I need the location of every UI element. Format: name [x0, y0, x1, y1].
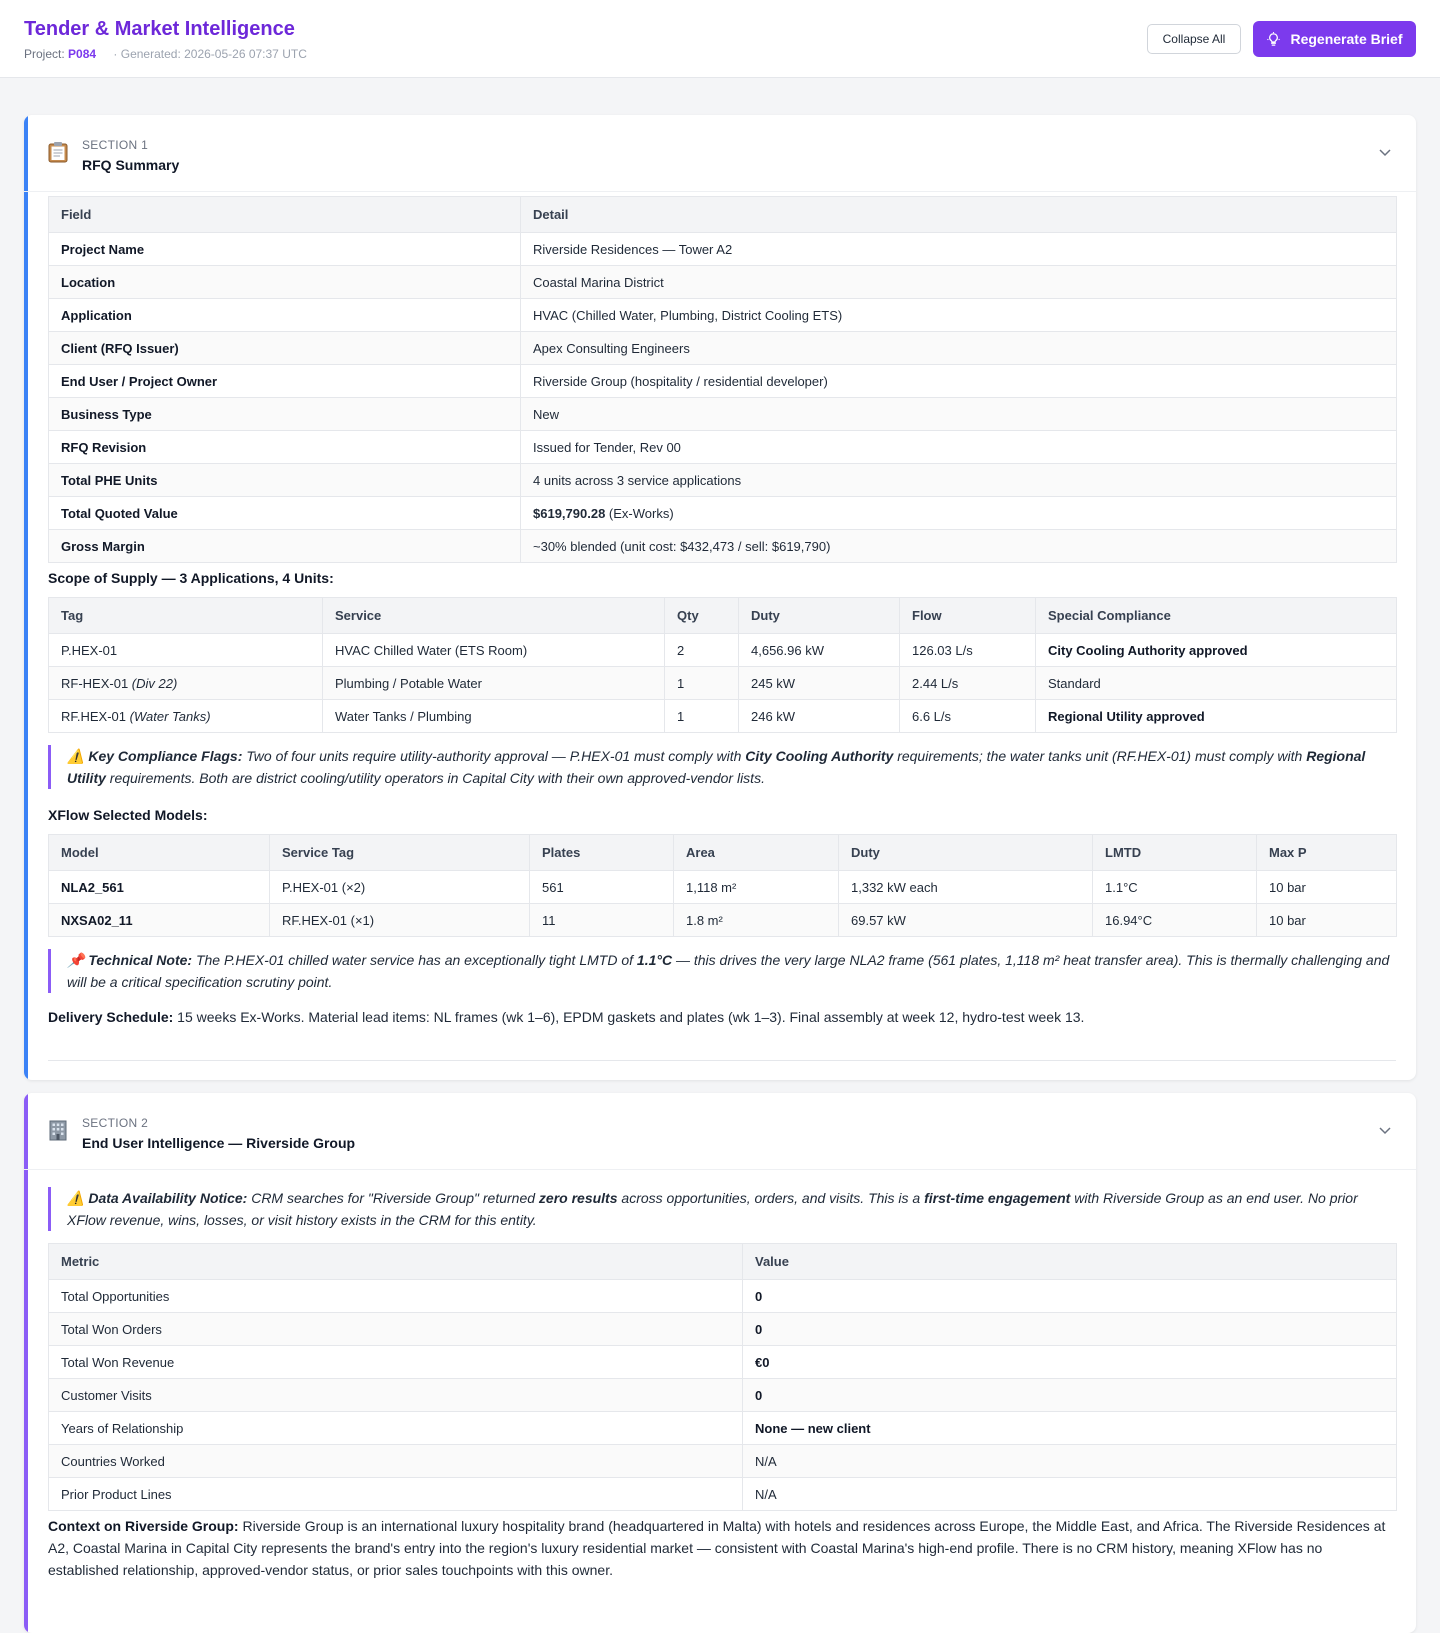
- column-header: Detail: [521, 197, 1397, 233]
- table-row: Total Won Orders 0: [49, 1313, 1397, 1346]
- warning-icon: ⚠️: [67, 748, 85, 764]
- section-title: End User Intelligence — Riverside Group: [82, 1135, 356, 1151]
- selected-models-table: [48, 834, 1397, 937]
- column-header: Max P: [1257, 835, 1397, 871]
- section-header[interactable]: [24, 1093, 1416, 1170]
- table-row: NXSA02_11 RF.HEX-01 (×1) 11 1.8 m² 69.57 kW 16.94°C 10 bar: [49, 904, 1397, 937]
- section-end-user-intelligence: [24, 1093, 1416, 1633]
- table-row: Location Coastal Marina District: [49, 266, 1397, 299]
- section-header[interactable]: [24, 115, 1416, 192]
- table-row: Years of Relationship None — new client: [49, 1412, 1397, 1445]
- table-row: Total Opportunities 0: [49, 1280, 1397, 1313]
- column-header: Qty: [665, 598, 739, 634]
- project-id-link[interactable]: P084: [68, 47, 97, 61]
- column-header: Service Tag: [270, 835, 530, 871]
- table-row: Total Won Revenue €0: [49, 1346, 1397, 1379]
- delivery-schedule: Delivery Schedule: 15 weeks Ex-Works. Material lead items: NL frames (wk 1–6), EPDM gaskets and plates (wk 1–3). Final assembly at week 12, hydro-test week 13.: [48, 1009, 1085, 1025]
- column-header: Service: [323, 598, 665, 634]
- scope-of-supply-table: [48, 597, 1397, 733]
- regenerate-brief-label: Regenerate Brief: [1290, 31, 1403, 47]
- column-header: LMTD: [1093, 835, 1257, 871]
- collapse-all-button[interactable]: Collapse All: [1147, 24, 1241, 54]
- column-header: Duty: [739, 598, 900, 634]
- column-header: Special Compliance: [1036, 598, 1397, 634]
- compliance-flags-note: ⚠️ Key Compliance Flags: Two of four units require utility-authority approval — P.HEX-01 must comply with City Cooling Authority requirements; the water tanks unit (RF.HEX-01) must comply with Regional Utility requirements. Both are district cooling/utility operators in Capital City with their own approved-vendor lists.: [48, 745, 1396, 789]
- project-label: Project:: [24, 47, 65, 61]
- models-heading: XFlow Selected Models:: [48, 807, 208, 823]
- column-header: Plates: [530, 835, 674, 871]
- page-title: Tender & Market Intelligence: [24, 18, 295, 40]
- table-row: Client (RFQ Issuer) Apex Consulting Engineers: [49, 332, 1397, 365]
- section-number: SECTION 1: [82, 138, 149, 152]
- building-icon: [48, 1119, 68, 1141]
- section-number: SECTION 2: [82, 1116, 149, 1130]
- column-header: Flow: [900, 598, 1036, 634]
- section-title: RFQ Summary: [82, 157, 180, 173]
- warning-icon: ⚠️: [67, 1190, 85, 1206]
- generated-timestamp: · Generated: 2026-05-26 07:37 UTC: [113, 47, 307, 61]
- end-user-metrics-table: [48, 1243, 1397, 1511]
- table-row: RF-HEX-01 (Div 22) Plumbing / Potable Water 1 245 kW 2.44 L/s Standard: [49, 667, 1397, 700]
- table-row: Countries Worked N/A: [49, 1445, 1397, 1478]
- chevron-down-icon[interactable]: [1378, 1123, 1392, 1137]
- scope-heading: Scope of Supply — 3 Applications, 4 Units:: [48, 570, 334, 586]
- table-row: Business Type New: [49, 398, 1397, 431]
- context-paragraph: Context on Riverside Group: Riverside Group is an international luxury hospitality brand (headquartered in Malta) with hotels and residences across Europe, the Middle East, and Africa. The Riverside Residences at A2, Coastal Marina in Capital City represents the brand's entry into the region's luxury residential market — consistent with Coastal Marina's high-end profile. There is no CRM history, meaning XFlow has no established relationship, approved-vendor status, or prior sales touchpoints with this owner.: [48, 1518, 1386, 1578]
- column-header: Value: [743, 1244, 1397, 1280]
- column-header: Metric: [49, 1244, 743, 1280]
- table-row: Gross Margin ~30% blended (unit cost: $432,473 / sell: $619,790): [49, 530, 1397, 563]
- table-row: RF.HEX-01 (Water Tanks) Water Tanks / Plumbing 1 246 kW 6.6 L/s Regional Utility approved: [49, 700, 1397, 733]
- table-row: NLA2_561 P.HEX-01 (×2) 561 1,118 m² 1,332 kW each 1.1°C 10 bar: [49, 871, 1397, 904]
- regenerate-brief-button[interactable]: [1253, 21, 1416, 57]
- total-quoted-value: $619,790.28: [533, 505, 606, 521]
- table-row: End User / Project Owner Riverside Group (hospitality / residential developer): [49, 365, 1397, 398]
- technical-note: 📌 Technical Note: The P.HEX-01 chilled water service has an exceptionally tight LMTD of 1.1°C — this drives the very large NLA2 frame (561 plates, 1,118 m² heat transfer area). This is thermally challenging and will be a critical specification scrutiny point.: [48, 949, 1396, 993]
- section-rfq-summary: [24, 115, 1416, 1080]
- clipboard-icon: [48, 141, 68, 163]
- table-row: Total PHE Units 4 units across 3 service applications: [49, 464, 1397, 497]
- table-row: Application HVAC (Chilled Water, Plumbing, District Cooling ETS): [49, 299, 1397, 332]
- column-header: Duty: [839, 835, 1093, 871]
- pin-icon: 📌: [67, 952, 85, 968]
- column-header: Field: [49, 197, 521, 233]
- divider: [48, 1060, 1396, 1061]
- rfq-summary-table: [48, 196, 1397, 563]
- table-row: Total Quoted Value $619,790.28 (Ex-Works): [49, 497, 1397, 530]
- table-row: RFQ Revision Issued for Tender, Rev 00: [49, 431, 1397, 464]
- table-row: Prior Product Lines N/A: [49, 1478, 1397, 1511]
- column-header: Area: [674, 835, 839, 871]
- lightbulb-icon: [1266, 32, 1281, 47]
- column-header: Tag: [49, 598, 323, 634]
- table-row: P.HEX-01 HVAC Chilled Water (ETS Room) 2 4,656.96 kW 126.03 L/s City Cooling Authority approved: [49, 634, 1397, 667]
- table-row: Customer Visits 0: [49, 1379, 1397, 1412]
- project-meta: [24, 47, 307, 61]
- data-availability-notice: ⚠️ Data Availability Notice: CRM searches for "Riverside Group" returned zero results across opportunities, orders, and visits. This is a first-time engagement with Riverside Group as an end user. No prior XFlow revenue, wins, losses, or visit history exists in the CRM for this entity.: [48, 1187, 1396, 1231]
- column-header: Model: [49, 835, 270, 871]
- table-row: Project Name Riverside Residences — Tower A2: [49, 233, 1397, 266]
- chevron-down-icon[interactable]: [1378, 145, 1392, 159]
- top-bar: [0, 0, 1440, 78]
